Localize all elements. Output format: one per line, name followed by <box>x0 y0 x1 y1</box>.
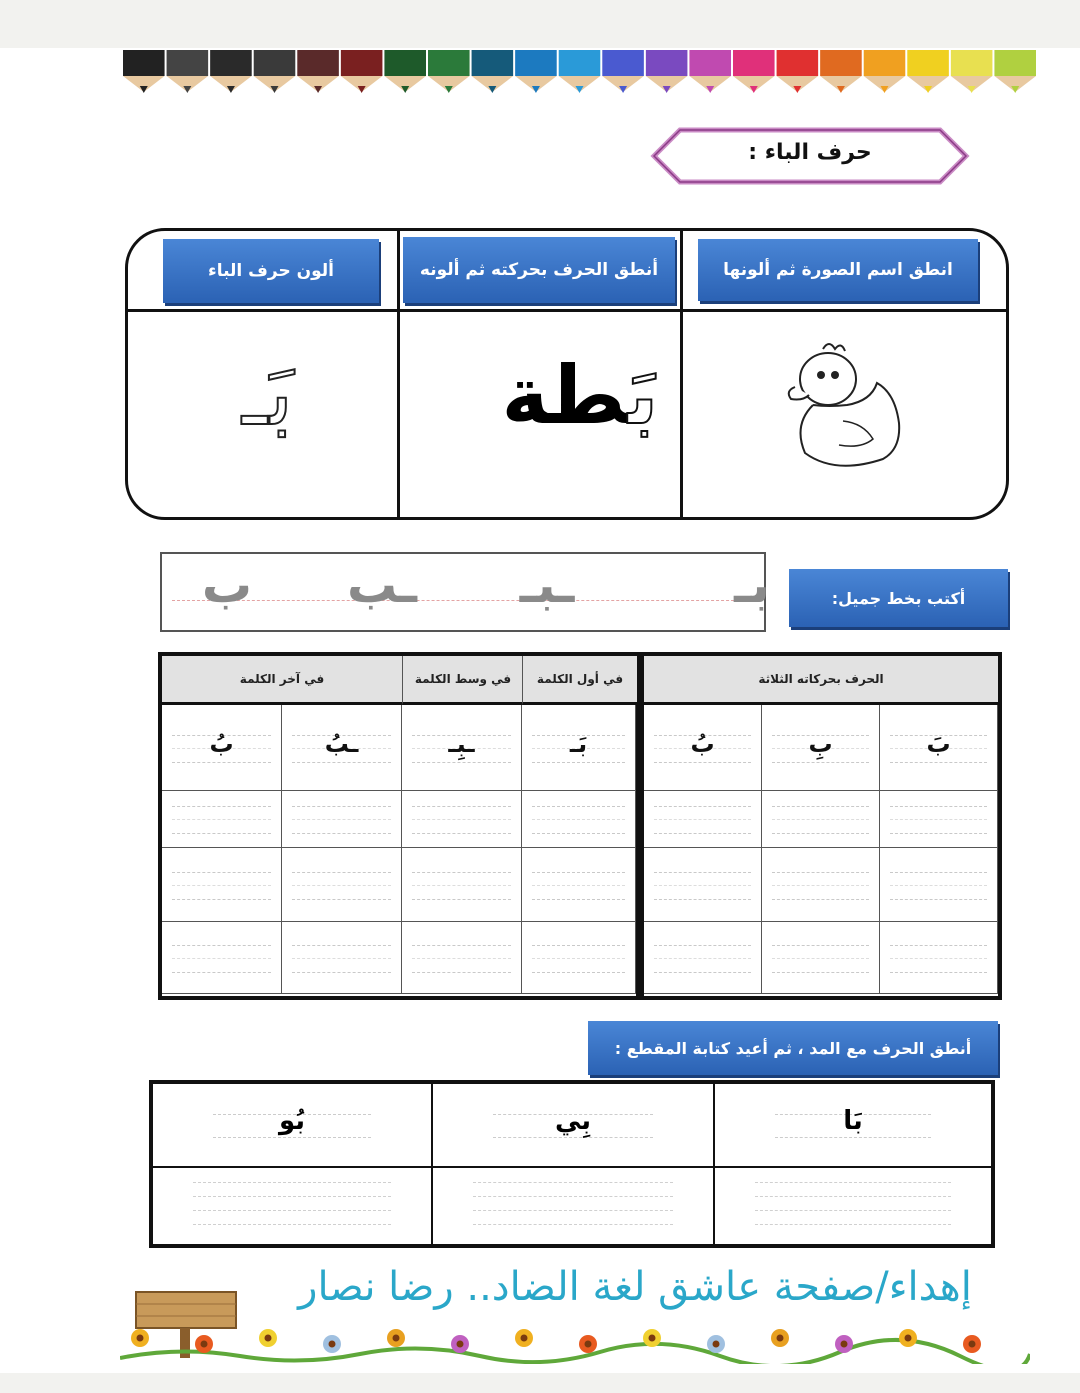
intro-table-separator <box>680 231 683 517</box>
header-name-picture: انطق اسم الصورة ثم ألونها <box>698 239 978 301</box>
pencil-body <box>384 50 426 76</box>
writing-guide-lines <box>532 872 625 900</box>
pencil-body <box>341 50 383 76</box>
trace-letter-form: ب <box>201 556 253 614</box>
practice-cell[interactable] <box>402 791 522 848</box>
practice-cell[interactable] <box>402 705 522 791</box>
handwriting-trace-box <box>160 552 770 632</box>
flower-center <box>201 1341 208 1348</box>
syllables-label: أنطق الحرف مع المد ، ثم أعيد كتابة المقطع : <box>588 1021 998 1075</box>
letter-ba-outline: بَـ <box>242 341 294 446</box>
flower-center <box>713 1341 720 1348</box>
flower-center <box>585 1341 592 1348</box>
word-rest: طة <box>501 349 628 442</box>
guide-line <box>193 1182 391 1183</box>
intro-table-divider <box>128 309 1006 312</box>
practice-cell[interactable] <box>644 791 762 848</box>
pencil-body <box>733 50 775 76</box>
flower-border-icon <box>120 1322 1030 1364</box>
practice-cell[interactable] <box>282 848 402 922</box>
practice-cell[interactable] <box>762 791 880 848</box>
flower-center <box>905 1335 912 1342</box>
practice-cell[interactable] <box>522 791 636 848</box>
guide-line <box>473 1210 673 1211</box>
vowels-table <box>640 652 1002 1000</box>
pencil-body <box>951 50 993 76</box>
word-first-letter: بَ <box>627 349 658 442</box>
flower-center <box>265 1335 272 1342</box>
practice-cell[interactable] <box>644 922 762 994</box>
writing-guide-lines <box>292 945 391 973</box>
pencil-body <box>864 50 906 76</box>
pencil-body <box>123 50 165 76</box>
example-letter: بِ <box>808 729 833 758</box>
practice-cell[interactable] <box>282 705 402 791</box>
writing-guide-lines <box>292 872 391 900</box>
practice-cell[interactable] <box>880 848 998 922</box>
pencil-body <box>994 50 1036 76</box>
writing-guide-lines <box>654 872 751 900</box>
flower-center <box>777 1335 784 1342</box>
syllables-divider <box>153 1166 991 1168</box>
example-letter: ـبُ <box>324 729 359 758</box>
pencil-body <box>777 50 819 76</box>
syllable-text: بِي <box>554 1106 592 1136</box>
practice-cell[interactable] <box>162 791 282 848</box>
writing-guide-lines <box>412 806 511 834</box>
header-middle: في وسط الكلمة <box>402 656 523 705</box>
flower-center <box>137 1335 144 1342</box>
flower-center <box>457 1341 464 1348</box>
guide-line <box>473 1182 673 1183</box>
example-letter: بُ <box>209 729 234 758</box>
writing-guide-lines <box>772 945 869 973</box>
practice-cell[interactable] <box>880 922 998 994</box>
syllable-cell <box>715 1084 991 1166</box>
guide-line <box>755 1224 951 1225</box>
practice-cell[interactable] <box>402 922 522 994</box>
trace-letter-form: ـبـ <box>519 556 575 614</box>
practice-cell[interactable] <box>522 922 636 994</box>
flower-center <box>969 1341 976 1348</box>
writing-guide-lines <box>412 872 511 900</box>
page-title: حرف الباء : <box>748 140 872 165</box>
practice-cell[interactable] <box>522 705 636 791</box>
practice-cell[interactable] <box>162 922 282 994</box>
header-color-letter: ألون حرف الباء <box>163 239 379 303</box>
syllable-writing-area[interactable] <box>193 1182 391 1226</box>
word-batta <box>428 349 658 449</box>
syllable-writing-area[interactable] <box>755 1182 951 1226</box>
header-end: في آخر الكلمة <box>162 656 402 705</box>
header-vowels: الحرف بحركاته الثلاثة <box>644 656 998 705</box>
header-pronounce-letter: أنطق الحرف بحركته ثم ألونه <box>403 237 675 303</box>
writing-guide-lines <box>890 806 987 834</box>
flower-center <box>329 1341 336 1348</box>
guide-line <box>755 1182 951 1183</box>
flower-center <box>521 1335 528 1342</box>
guide-line <box>755 1210 951 1211</box>
writing-guide-lines <box>172 806 271 834</box>
positions-table <box>158 652 640 1000</box>
practice-cell[interactable] <box>522 848 636 922</box>
guide-line <box>755 1196 951 1197</box>
syllable-cell <box>433 1084 713 1166</box>
example-letter: ـبِـ <box>448 729 475 758</box>
practice-cell[interactable] <box>282 791 402 848</box>
header-begin: في أول الكلمة <box>522 656 637 705</box>
practice-cell[interactable] <box>282 922 402 994</box>
syllable-text: بُو <box>278 1106 306 1136</box>
syllable-text: بَا <box>843 1106 863 1136</box>
syllable-writing-area[interactable] <box>473 1182 673 1226</box>
intro-table <box>125 228 1009 520</box>
practice-cell[interactable] <box>644 848 762 922</box>
pencil-body <box>602 50 644 76</box>
footer-credit: إهداء/صفحة عاشق لغة الضاد.. رضا نصار <box>298 1264 972 1310</box>
writing-guide-lines <box>654 806 751 834</box>
writing-guide-lines <box>292 806 391 834</box>
guide-line <box>193 1224 391 1225</box>
practice-cell[interactable] <box>762 705 880 791</box>
flower-center <box>841 1341 848 1348</box>
writing-guide-lines <box>412 945 511 973</box>
handwriting-label: أكتب بخط جميل: <box>789 569 1008 627</box>
flower-center <box>649 1335 656 1342</box>
trace-forms <box>162 554 770 630</box>
flower-center <box>393 1335 400 1342</box>
intro-table-separator <box>397 231 400 517</box>
practice-cell[interactable] <box>762 848 880 922</box>
syllables-table <box>149 1080 995 1248</box>
pencil-body <box>515 50 557 76</box>
writing-guide-lines <box>532 945 625 973</box>
pencil-body <box>646 50 688 76</box>
practice-cell[interactable] <box>162 848 282 922</box>
practice-cell[interactable] <box>162 705 282 791</box>
guide-line <box>473 1224 673 1225</box>
trace-letter-form: بـ <box>734 556 770 614</box>
example-letter: بَـ <box>569 729 588 758</box>
practice-cell[interactable] <box>880 791 998 848</box>
practice-cell[interactable] <box>644 705 762 791</box>
pencil-body <box>689 50 731 76</box>
pencil-body <box>472 50 514 76</box>
duckling-outline-icon <box>783 339 908 474</box>
pencil-body <box>297 50 339 76</box>
pencil-body <box>210 50 252 76</box>
writing-guide-lines <box>172 872 271 900</box>
syllable-cell <box>153 1084 431 1166</box>
guide-line <box>193 1196 391 1197</box>
example-letter: بَ <box>926 729 951 758</box>
practice-cell[interactable] <box>402 848 522 922</box>
pencil-body <box>428 50 470 76</box>
writing-guide-lines <box>654 945 751 973</box>
pencil-body <box>167 50 209 76</box>
practice-cell[interactable] <box>880 705 998 791</box>
writing-guide-lines <box>532 806 625 834</box>
pencil-body <box>820 50 862 76</box>
practice-cell[interactable] <box>762 922 880 994</box>
writing-guide-lines <box>890 945 987 973</box>
writing-guide-lines <box>890 872 987 900</box>
guide-line <box>193 1210 391 1211</box>
writing-guide-lines <box>172 945 271 973</box>
pencil-border-icon <box>122 50 1037 96</box>
guide-line <box>473 1196 673 1197</box>
pencil-body <box>907 50 949 76</box>
example-letter: بُ <box>690 729 715 758</box>
pencil-body <box>559 50 601 76</box>
trace-letter-form: ـب <box>346 556 418 614</box>
writing-guide-lines <box>772 806 869 834</box>
pencil-body <box>254 50 296 76</box>
writing-guide-lines <box>772 872 869 900</box>
